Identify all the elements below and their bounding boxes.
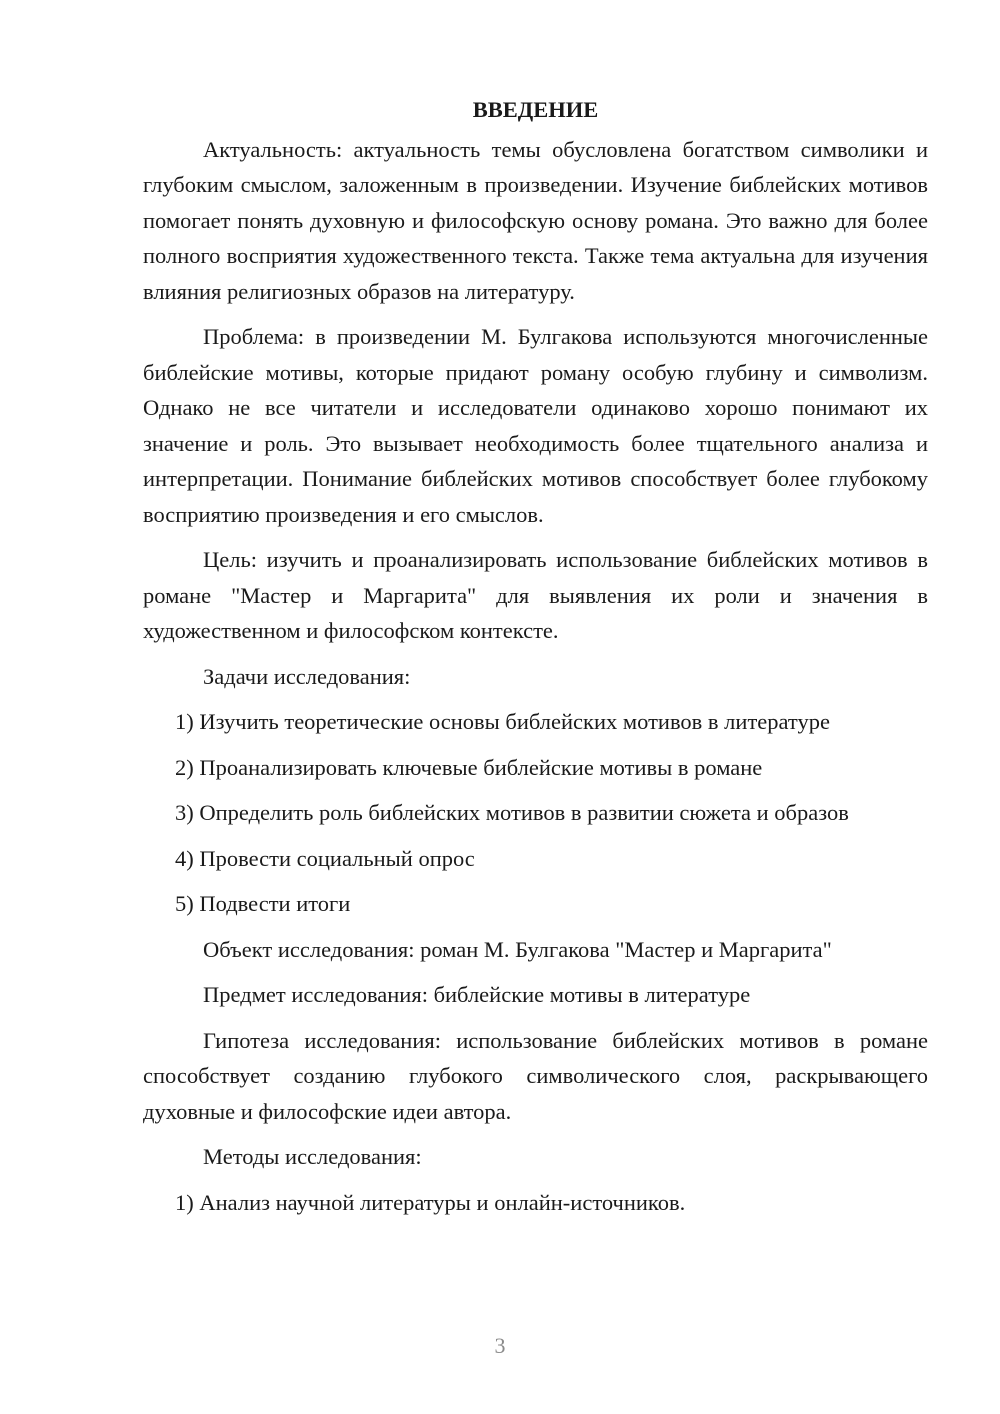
task-item-1: 1) Изучить теоретические основы библейских мотивов в литературе — [175, 709, 830, 734]
goal-paragraph: Цель: изучить и проанализировать использование библейских мотивов в романе "Мастер и Маргарита" для выявления их роли и значения в художественном и философском контексте. — [143, 547, 928, 643]
task-item-5: 5) Подвести итоги — [175, 891, 351, 916]
page-number: 3 — [494, 1333, 506, 1358]
task-item-3: 3) Определить роль библейских мотивов в развитии сюжета и образов — [175, 800, 849, 825]
tasks-heading: Задачи исследования: — [203, 663, 411, 689]
methods-heading: Методы исследования: — [203, 1144, 422, 1169]
task-item-2: 2) Проанализировать ключевые библейские мотивы в романе — [175, 754, 763, 780]
method-item-1: 1) Анализ научной литературы и онлайн-источников. — [175, 1189, 686, 1215]
hypothesis-paragraph: Гипотеза исследования: использование библейских мотивов в романе способствует созданию глубокого символического слоя, раскрывающего духовные и философские идеи автора. — [143, 1027, 928, 1124]
research-object: Объект исследования: роман М. Булгакова "Мастер и Маргарита" — [203, 936, 832, 962]
page-title: ВВЕДЕНИЕ — [472, 97, 599, 122]
problem-paragraph: Проблема: в произведении М. Булгакова используются многочисленные библейские мотивы, которые придают роману особую глубину и символизм. Однако не все читатели и исследователи одинаково хорошо понимают их значение и роль. Это вызывает необходимость более тщательного анализа и интерпретации. Понимание библейских мотивов способствует более глубокому восприятию произведения и его смыслов. — [143, 324, 928, 527]
research-subject: Предмет исследования: библейские мотивы в литературе — [203, 982, 751, 1007]
task-item-4: 4) Провести социальный опрос — [175, 845, 475, 871]
document-page — [143, 92, 928, 1230]
relevance-paragraph: Актуальность: актуальность темы обусловлена богатством символики и глубоким смыслом, заложенным в произведении. Изучение библейских мотивов помогает понять духовную и философскую основу романа. Это важно для более полного восприятия художественного текста. Также тема актуальна для изучения влияния религиозных образов на литературу. — [143, 136, 928, 304]
